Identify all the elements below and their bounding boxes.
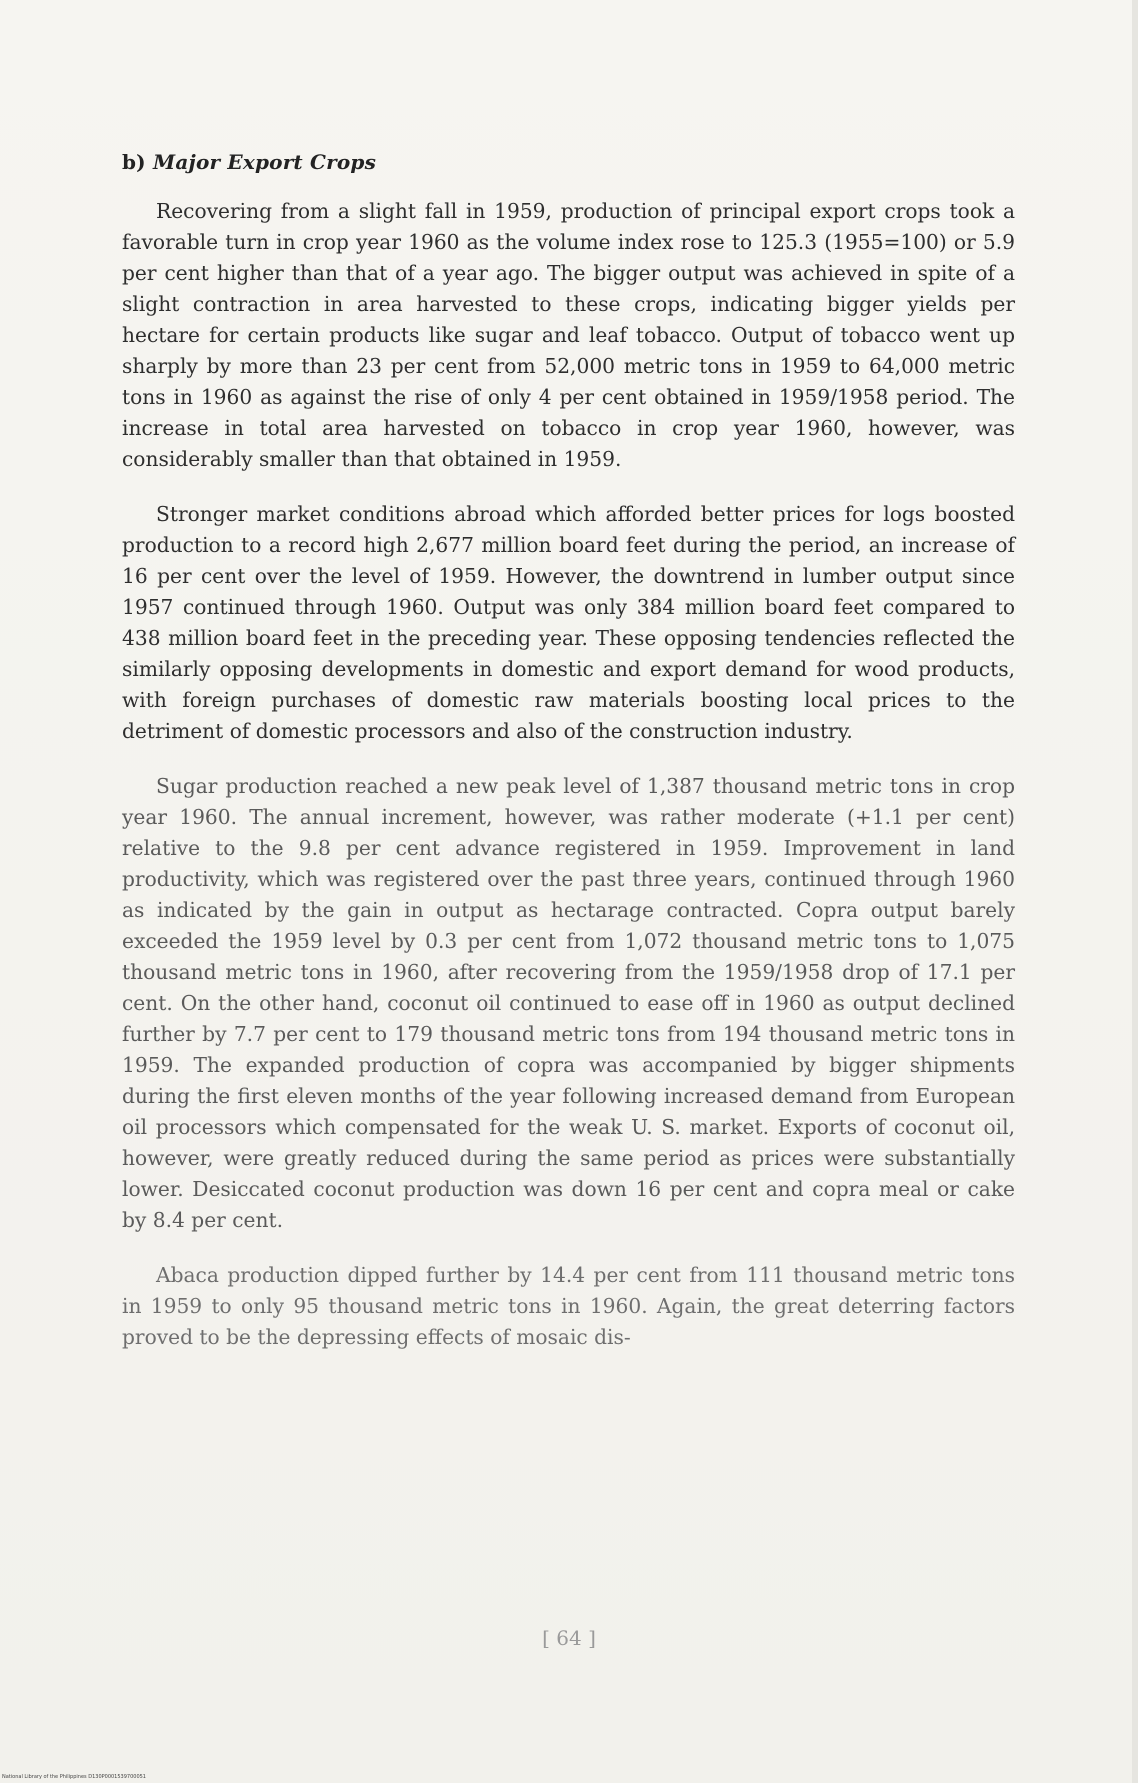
page-number: [ 64 ]: [542, 1626, 596, 1650]
paragraph-tobacco: Recovering from a slight fall in 1959, production of principal export crops took a favorable turn in crop year 1960 as the volume index rose to 125.3 (1955=100) or 5.9 per cent higher than that of a year ago. The bigger output was achieved in spite of a slight contraction in area harvested to these crops, indicating bigger yields per hectare for certain products like sugar and leaf tobacco. Output of tobacco went up sharply by more than 23 per cent from 52,000 metric tons in 1959 to 64,000 metric tons in 1960 as against the rise of only 4 per cent obtained in 1959/1958 period. The increase in total area harvested on tobacco in crop year 1960, however, was considerably smaller than that obtained in 1959.: [122, 199, 1015, 471]
paragraph-logs-lumber: Stronger market conditions abroad which afforded better prices for logs boosted production to a record high 2,677 million board feet during the period, an increase of 16 per cent over the level of 1959. However, the downtrend in lumber output since 1957 continued through 1960. Output was only 384 million board feet compared to 438 million board feet in the preceding year. These opposing tendencies reflected the similarly opposing developments in domestic and export demand for wood products, with foreign purchases of domestic raw materials boosting local prices to the detriment of domestic processors and also of the construction industry.: [122, 502, 1015, 743]
library-credit: National Library of the Philippines D130P0001539700051: [2, 1774, 146, 1780]
document-body: [122, 150, 1015, 1377]
section-heading: [122, 150, 1015, 174]
section-label: b): [122, 150, 146, 174]
section-title: Major Export Crops: [153, 150, 377, 174]
paragraph-sugar-copra: Sugar production reached a new peak level of 1,387 thousand metric tons in crop year 1960. The annual increment, however, was rather moderate (+1.1 per cent) relative to the 9.8 per cent advance registered in 1959. Improvement in land productivity, which was registered over the past three years, continued through 1960 as indicated by the gain in output as hectarage contracted. Copra output barely exceeded the 1959 level by 0.3 per cent from 1,072 thousand metric tons to 1,075 thousand metric tons in 1960, after recovering from the 1959/1958 drop of 17.1 per cent. On the other hand, coconut oil continued to ease off in 1960 as output declined further by 7.7 per cent to 179 thousand metric tons from 194 thousand metric tons in 1959. The expanded production of copra was accompanied by bigger shipments during the first eleven months of the year following increased demand from European oil processors which compensated for the weak U. S. market. Exports of coconut oil, however, were greatly reduced during the same period as prices were substantially lower. Desiccated coconut production was down 16 per cent and copra meal or cake by 8.4 per cent.: [122, 774, 1015, 1232]
paragraph-abaca: Abaca production dipped further by 14.4 per cent from 111 thousand metric tons in 1959 to only 95 thousand metric tons in 1960. Again, the great deterring factors proved to be the depressing effects of mosaic dis-: [122, 1263, 1015, 1349]
page-edge-shadow: [1132, 0, 1138, 1783]
